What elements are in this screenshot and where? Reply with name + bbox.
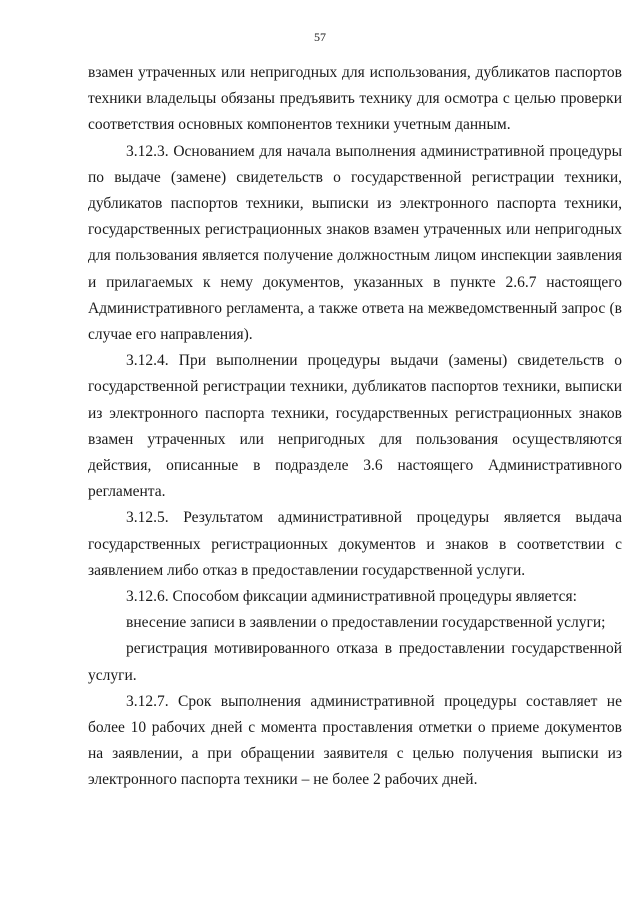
document-body (88, 60, 622, 794)
paragraph-3-12-3: 3.12.3. Основанием для начала выполнения административной процедуры по выдаче (замене) свидетельств о государственной регистрации техники, дубликатов паспортов техники, выписки из электронного паспорта техники, государственных регистрационных знаков взамен утраченных или непригодных для пользования является получение должностным лицом инспекции заявления и прилагаемых к нему документов, указанных в пункте 2.6.7 настоящего Административного регламента, а также ответа на межведомственный запрос (в случае его направления). (88, 142, 622, 344)
paragraph-3-12-4: 3.12.4. При выполнении процедуры выдачи (замены) свидетельств о государственной регистрации техники, дубликатов паспортов техники, выписки из электронного паспорта техники, государственных регистрационных знаков взамен утраченных или непригодных для пользования осуществляются действия, описанные в подразделе 3.6 настоящего Административного регламента. (88, 352, 622, 501)
paragraph-3-12-7: 3.12.7. Срок выполнения административной процедуры составляет не более 10 рабочих дней с момента проставления отметки о приеме документов на заявлении, а при обращении заявителя с целью получения выписки из электронного паспорта техники – не более 2 рабочих дней. (88, 692, 622, 789)
paragraph-3-12-5: 3.12.5. Результатом административной процедуры является выдача государственных регистрационных документов и знаков в соответствии с заявлением либо отказ в предоставлении государственной услуги. (88, 509, 622, 579)
paragraph-3-12-6-item-a: внесение записи в заявлении о предоставлении государственной услуги; (126, 614, 606, 632)
paragraph-3-12-6: 3.12.6. Способом фиксации административной процедуры является: (126, 588, 577, 606)
page-number: 57 (314, 30, 326, 44)
paragraph-3-12-6-item-b: регистрация мотивированного отказа в предоставлении государственной услуги. (88, 640, 622, 684)
paragraph-continuation: взамен утраченных или непригодных для использования, дубликатов паспортов техники владельцы обязаны предъявить технику для осмотра с целью проверки соответствия основных компонентов техники учетным данным. (88, 64, 622, 134)
